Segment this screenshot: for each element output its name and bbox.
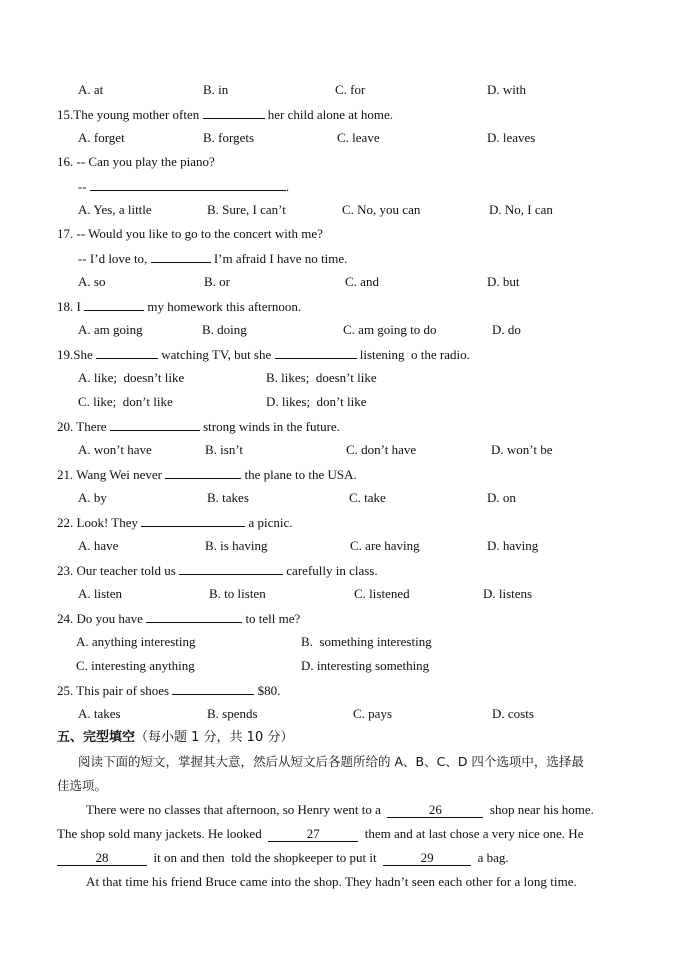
q20-option-c: C. don’t have <box>346 442 417 457</box>
q17-answer-line: -- I’d love to, I’m afraid I have no time. <box>78 251 348 266</box>
q24-option-a: A. anything interesting <box>76 634 196 649</box>
q15-option-b: B. forgets <box>203 130 255 145</box>
answer-blank <box>165 466 241 479</box>
q15-option-a: A. forget <box>78 130 125 145</box>
answer-blank <box>84 298 144 311</box>
q22-option-c: C. are having <box>350 538 420 553</box>
q15-option-d: D. leaves <box>487 130 536 145</box>
question-17: 17. -- Would you like to go to the concert with me? <box>57 226 323 241</box>
cloze-blank-29: 29 <box>383 851 471 866</box>
question-24: 24. Do you have to tell me? <box>57 611 301 626</box>
answer-blank <box>96 346 158 359</box>
q17-option-b: B. or <box>204 274 230 289</box>
q23-option-a: A. listen <box>78 586 123 601</box>
q23-option-d: D. listens <box>483 586 533 601</box>
question-18: 18. I my homework this afternoon. <box>57 299 302 314</box>
question-21: 21. Wang Wei never the plane to the USA. <box>57 467 357 482</box>
q19-option-d: D. likes; don’t like <box>266 394 367 409</box>
q25-option-b: B. spends <box>207 706 258 721</box>
q14-option-a: A. at <box>78 82 104 97</box>
question-23: 23. Our teacher told us carefully in class. <box>57 563 378 578</box>
answer-blank <box>141 514 245 527</box>
q23-option-c: C. listened <box>354 586 410 601</box>
q24-option-b: B. something interesting <box>301 634 432 649</box>
question-25: 25. This pair of shoes $80. <box>57 683 281 698</box>
q16-option-c: C. No, you can <box>342 202 421 217</box>
q24-option-c: C. interesting anything <box>76 658 195 673</box>
q25-option-d: D. costs <box>492 706 534 721</box>
answer-blank <box>172 682 254 695</box>
q21-option-d: D. on <box>487 490 516 505</box>
passage-line-3: 28 it on and then told the shopkeeper to put it 29 a bag. <box>57 850 509 866</box>
q17-option-a: A. so <box>78 274 106 289</box>
q20-option-a: A. won’t have <box>78 442 152 457</box>
q22-option-a: A. have <box>78 538 119 553</box>
q19-option-a: A. like; doesn’t like <box>78 370 185 385</box>
answer-blank <box>275 346 357 359</box>
q16-answer-line: -- . <box>78 179 290 194</box>
q17-option-d: D. but <box>487 274 520 289</box>
q16-option-b: B. Sure, I can’t <box>207 202 286 217</box>
answer-blank <box>151 250 211 263</box>
q18-option-d: D. do <box>492 322 521 337</box>
section-5-heading: 五、完型填空（每小题 1 分，共 10 分） <box>57 730 294 745</box>
question-19: 19.She watching TV, but she listening o the radio. <box>57 347 470 362</box>
answer-blank <box>179 562 283 575</box>
q19-option-c: C. like; don’t like <box>78 394 173 409</box>
q23-option-b: B. to listen <box>209 586 266 601</box>
q21-option-a: A. by <box>78 490 107 505</box>
q22-option-d: D. having <box>487 538 539 553</box>
cloze-blank-28: 28 <box>57 851 147 866</box>
q16-option-d: D. No, I can <box>489 202 553 217</box>
section-5-instruction-2: 佳选项。 <box>57 778 108 793</box>
q25-option-c: C. pays <box>353 706 392 721</box>
q19-option-b: B. likes; doesn’t like <box>266 370 377 385</box>
answer-blank <box>146 610 242 623</box>
answer-blank <box>90 178 286 191</box>
answer-blank <box>110 418 200 431</box>
q20-option-b: B. isn’t <box>205 442 244 457</box>
q17-option-c: C. and <box>345 274 379 289</box>
question-20: 20. There strong winds in the future. <box>57 419 340 434</box>
cloze-blank-27: 27 <box>268 827 358 842</box>
answer-blank <box>203 106 265 119</box>
question-22: 22. Look! They a picnic. <box>57 515 293 530</box>
q14-option-d: D. with <box>487 82 526 97</box>
q21-option-b: B. takes <box>207 490 249 505</box>
q15-option-c: C. leave <box>337 130 380 145</box>
question-16: 16. -- Can you play the piano? <box>57 154 215 169</box>
passage-line-1: There were no classes that afternoon, so Henry went to a 26 shop near his home. <box>86 802 594 817</box>
section-5-instruction-1: 阅读下面的短文，掌握其大意，然后从短文后各题所给的 A、B、C、D 四个选项中，选择最 <box>78 754 584 769</box>
q22-option-b: B. is having <box>205 538 268 553</box>
q18-option-c: C. am going to do <box>343 322 437 337</box>
q18-option-a: A. am going <box>78 322 143 337</box>
passage-line-4: At that time his friend Bruce came into the shop. They hadn’t seen each other for a long time. <box>86 874 577 889</box>
cloze-blank-26: 26 <box>387 803 483 818</box>
q16-option-a: A. Yes, a little <box>78 202 152 217</box>
q20-option-d: D. won’t be <box>491 442 553 457</box>
q18-option-b: B. doing <box>202 322 247 337</box>
q14-option-b: B. in <box>203 82 229 97</box>
q25-option-a: A. takes <box>78 706 121 721</box>
question-15: 15.The young mother often her child alone at home. <box>57 107 394 122</box>
passage-line-2: The shop sold many jackets. He looked 27 them and at last chose a very nice one. He <box>57 826 584 841</box>
q21-option-c: C. take <box>349 490 386 505</box>
q14-option-c: C. for <box>335 82 366 97</box>
q24-option-d: D. interesting something <box>301 658 430 673</box>
